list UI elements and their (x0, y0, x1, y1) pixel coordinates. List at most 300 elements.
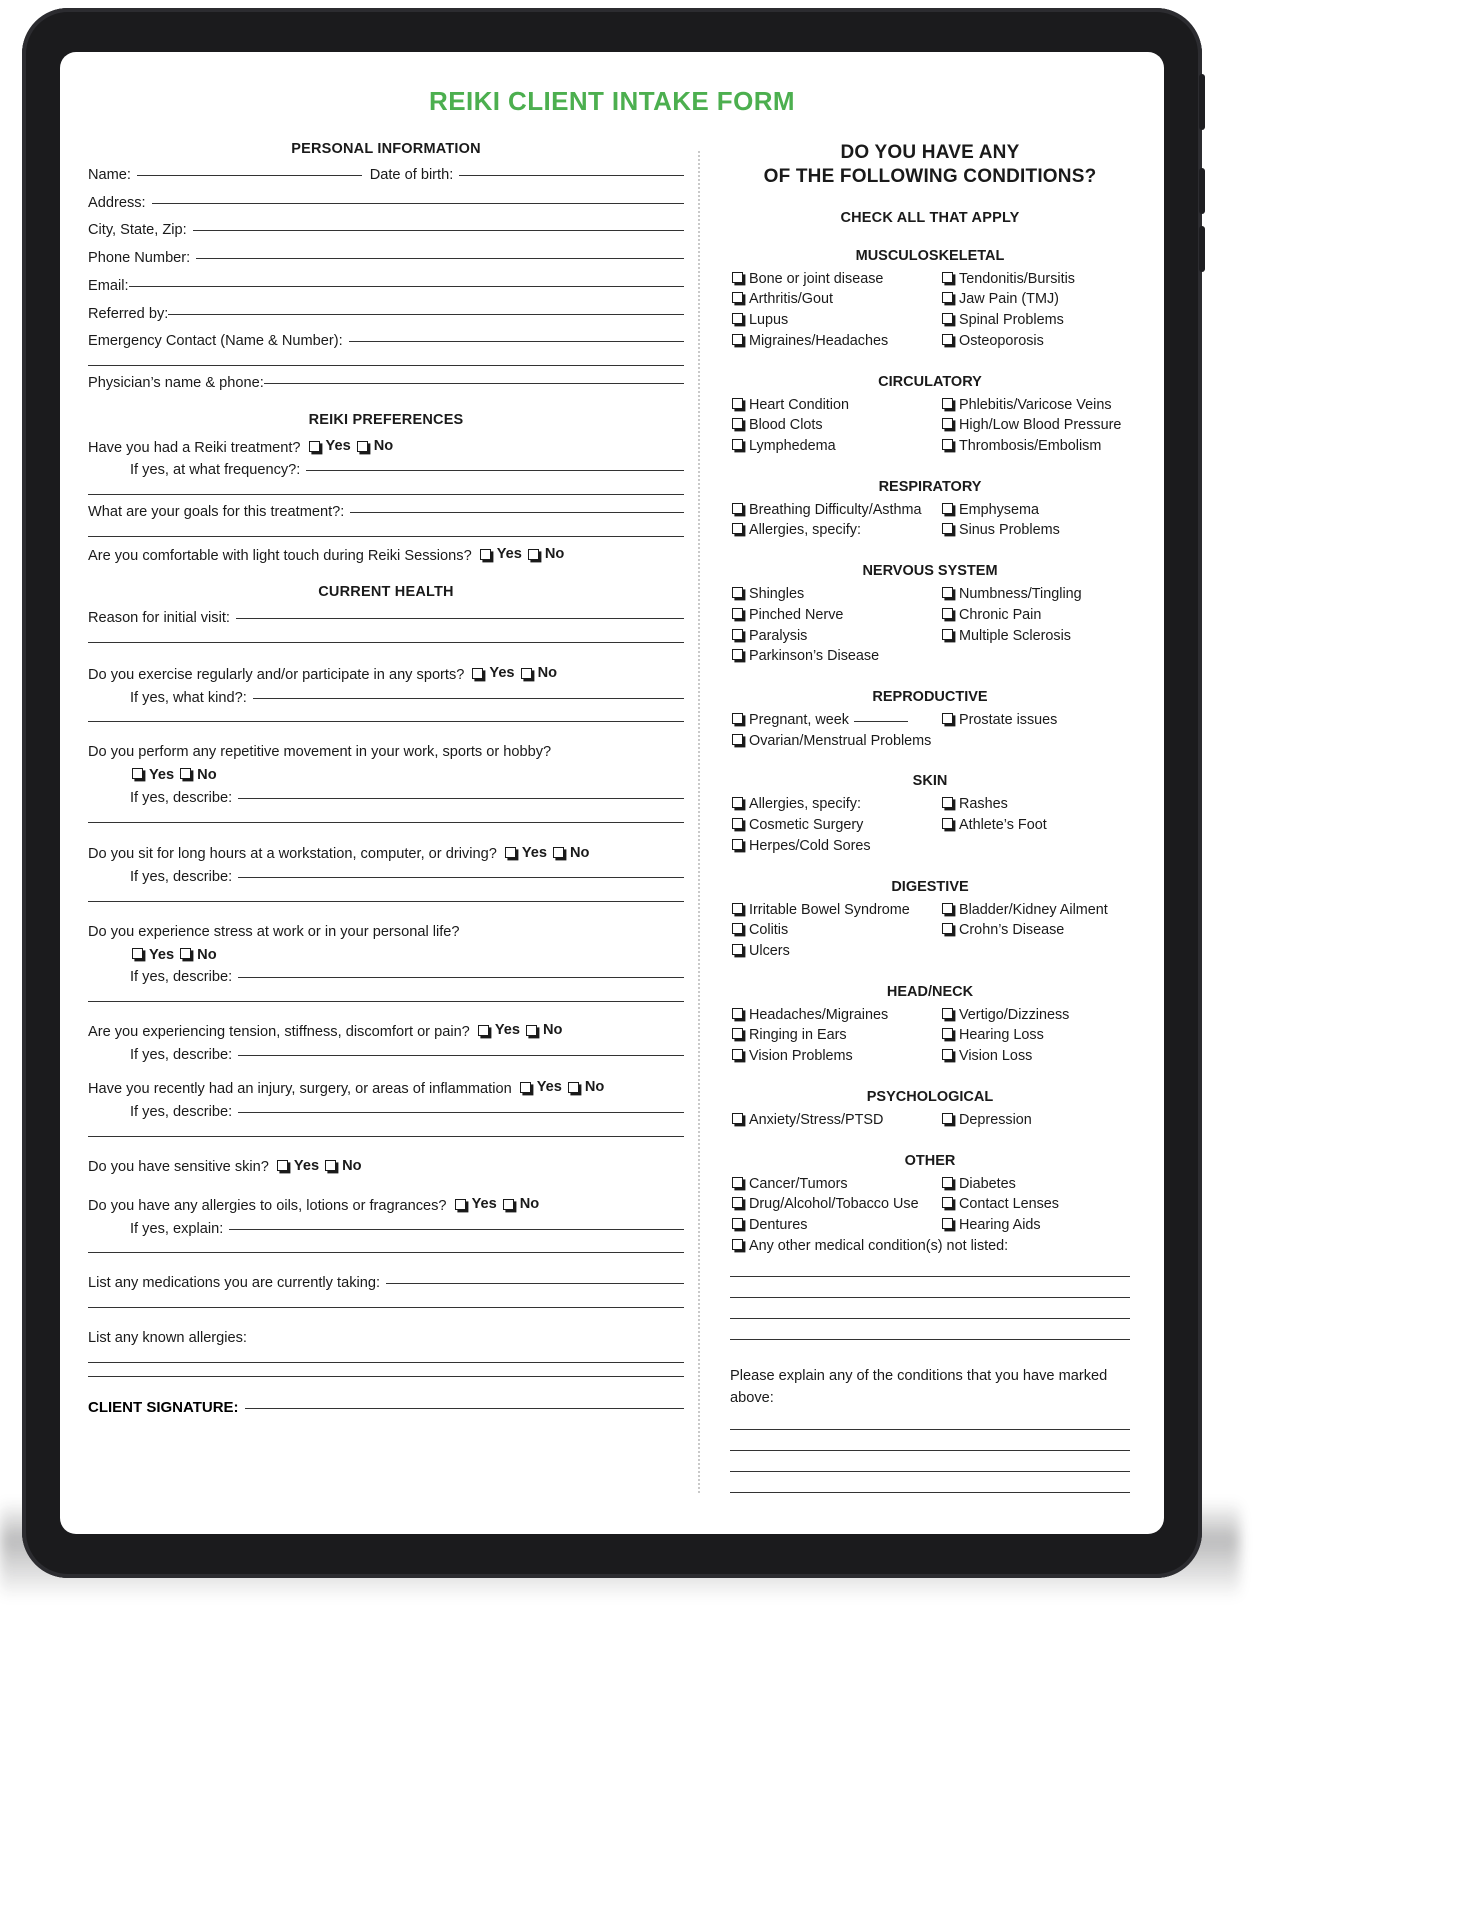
condition-item-vision-loss[interactable] (940, 1046, 1130, 1067)
condition-item-paralysis[interactable] (730, 626, 936, 647)
condition-item-tendonitis-bursitis[interactable] (940, 269, 1130, 290)
conditions-group-heading-circulatory: CIRCULATORY (878, 373, 982, 390)
condition-item-parkinson-s-disease[interactable] (730, 646, 936, 667)
condition-label: Bladder/Kidney Ailment (959, 901, 1108, 918)
checkbox-icon[interactable] (732, 608, 743, 619)
condition-item-allergies-specify[interactable] (730, 794, 936, 815)
condition-label: Prostate issues (959, 711, 1058, 728)
input-emergency-contact[interactable] (349, 341, 684, 342)
label-no: No (584, 1079, 605, 1096)
conditions-subtitle: CHECK ALL THAT APPLY (840, 209, 1020, 226)
checkbox-icon-no[interactable] (503, 1199, 514, 1210)
input-stress-describe[interactable] (238, 977, 684, 978)
question-repetitive-movement (88, 742, 684, 763)
condition-item-phlebitis-varicose-veins[interactable] (940, 395, 1130, 416)
label-no: No (197, 767, 217, 784)
condition-item-jaw-pain-tmj[interactable] (940, 289, 1130, 310)
condition-item-blood-clots[interactable] (730, 415, 936, 436)
condition-item-anxiety-stress-ptsd[interactable] (730, 1110, 936, 1131)
conditions-group-head-neck (730, 1005, 1130, 1067)
conditions-group-other (730, 1174, 1130, 1257)
condition-label: Any other medical condition(s) not listed: (749, 1237, 1009, 1254)
checkbox-icon[interactable] (942, 1197, 953, 1208)
condition-label: Spinal Problems (959, 312, 1064, 329)
input-explain-line-4[interactable] (730, 1492, 1130, 1493)
checkbox-icon[interactable] (732, 1028, 743, 1039)
condition-label: Vision Loss (959, 1048, 1033, 1065)
condition-item-bone-or-joint-disease[interactable] (730, 269, 936, 290)
condition-item-colitis[interactable] (730, 920, 936, 941)
checkbox-icon[interactable] (942, 523, 953, 534)
input-treatment-goals[interactable] (350, 512, 684, 513)
condition-item-thrombosis-embolism[interactable] (940, 436, 1130, 457)
input-address[interactable] (152, 203, 684, 204)
label-no: No (342, 1157, 362, 1174)
checkbox-icon[interactable] (732, 1177, 743, 1188)
field-row-physician (88, 373, 684, 394)
checkbox-icon[interactable] (732, 292, 743, 303)
condition-item-shingles[interactable] (730, 584, 936, 605)
condition-label: Vision Problems (749, 1048, 853, 1065)
conditions-group-heading-musculoskeletal: MUSCULOSKELETAL (855, 247, 1005, 264)
checkbox-icon[interactable] (732, 944, 743, 955)
label-known-allergies: List any known allergies: (88, 1330, 247, 1347)
condition-item-high-low-blood-pressure[interactable] (940, 415, 1130, 436)
checkbox-icon[interactable] (732, 587, 743, 598)
input-treatment-goals-line2[interactable] (88, 536, 684, 537)
input-referred-by[interactable] (168, 314, 684, 315)
input-tension-describe[interactable] (238, 1055, 684, 1056)
conditions-group-skin (730, 794, 1130, 856)
checkbox-icon[interactable] (942, 587, 953, 598)
checkbox-icon[interactable] (732, 713, 743, 724)
input-repetitive-describe-line2[interactable] (88, 822, 684, 823)
label-injury-describe: If yes, describe: (130, 1103, 233, 1120)
condition-item-ulcers[interactable] (730, 941, 936, 962)
label-yes: Yes (489, 665, 515, 682)
yesno-stress (88, 945, 684, 966)
spacer (940, 941, 1130, 962)
checkbox-icon[interactable] (732, 903, 743, 914)
other-conditions-lines (730, 1276, 1130, 1340)
condition-label: Anxiety/Stress/PTSD (749, 1111, 884, 1128)
condition-label: Bone or joint disease (749, 270, 884, 287)
input-known-allergies-line1[interactable] (88, 1362, 684, 1363)
yesno-sensitive-skin (275, 1156, 366, 1177)
checkbox-icon[interactable] (942, 1049, 953, 1060)
condition-label: Herpes/Cold Sores (749, 837, 871, 854)
checkbox-icon[interactable] (732, 839, 743, 850)
question-sitting-describe (88, 867, 684, 888)
condition-label: Paralysis (749, 627, 808, 644)
checkbox-icon-yes[interactable] (132, 768, 143, 779)
condition-item-vertigo-dizziness[interactable] (940, 1005, 1130, 1026)
checkbox-icon-yes[interactable] (480, 549, 491, 560)
page-title: REIKI CLIENT INTAKE FORM (429, 86, 795, 116)
condition-label: High/Low Blood Pressure (959, 417, 1122, 434)
condition-label: Depression (959, 1111, 1032, 1128)
condition-label: Contact Lenses (959, 1196, 1059, 1213)
tablet-screen (60, 52, 1164, 1534)
input-known-allergies-line2[interactable] (88, 1376, 684, 1377)
checkbox-icon[interactable] (942, 1028, 953, 1039)
condition-item-any-other-medical-condition-s-not-listed[interactable] (730, 1236, 1130, 1257)
condition-label: Allergies, specify: (749, 522, 861, 539)
checkbox-icon-yes[interactable] (309, 441, 320, 452)
conditions-title (730, 141, 1130, 190)
label-no: No (519, 1196, 540, 1213)
condition-label: Blood Clots (749, 417, 823, 434)
input-explain-line-3[interactable] (730, 1471, 1130, 1472)
checkbox-icon-no[interactable] (568, 1082, 579, 1093)
volume-down-button[interactable] (1199, 226, 1205, 272)
input-sitting-describe-line2[interactable] (88, 901, 684, 902)
yesno-allergies-oils (453, 1194, 544, 1215)
question-reason-for-visit (88, 608, 684, 629)
label-no: No (570, 844, 590, 861)
label-allergies-oils: Do you have any allergies to oils, lotions or fragrances? (88, 1198, 447, 1214)
condition-label: Irritable Bowel Syndrome (749, 901, 910, 918)
checkbox-icon-no[interactable] (526, 1025, 537, 1036)
input-explain-line-1[interactable] (730, 1429, 1130, 1430)
condition-item-rashes[interactable] (940, 794, 1130, 815)
condition-item-breathing-difficulty-asthma[interactable] (730, 500, 936, 521)
question-light-touch (88, 544, 684, 567)
condition-item-contact-lenses[interactable] (940, 1194, 1130, 1215)
checkbox-icon[interactable] (942, 398, 953, 409)
checkbox-icon[interactable] (942, 1218, 953, 1229)
label-sitting-describe: If yes, describe: (130, 869, 233, 886)
label-tension-pain: Are you experiencing tension, stiffness, discomfort or pain? (88, 1023, 470, 1040)
input-medications-line2[interactable] (88, 1307, 684, 1308)
checkbox-icon[interactable] (942, 313, 953, 324)
field-row-address (88, 193, 684, 214)
condition-label: Dentures (749, 1217, 808, 1234)
checkbox-icon[interactable] (732, 334, 743, 345)
checkbox-icon[interactable] (732, 523, 743, 534)
label-yes: Yes (149, 767, 175, 784)
checkbox-icon[interactable] (942, 272, 953, 283)
label-repetitive-movement: Do you perform any repetitive movement in your work, sports or hobby? (88, 744, 552, 761)
checkbox-icon-no[interactable] (180, 768, 191, 779)
field-row-referred-by (88, 304, 684, 325)
label-no: No (373, 437, 394, 454)
condition-item-hearing-aids[interactable] (940, 1215, 1130, 1236)
question-medications (88, 1273, 684, 1294)
condition-item-pinched-nerve[interactable] (730, 605, 936, 626)
label-referred-by: Referred by: (88, 305, 169, 322)
checkbox-icon[interactable] (942, 1113, 953, 1124)
field-row-email (88, 276, 684, 297)
checkbox-icon[interactable] (732, 1008, 743, 1019)
condition-label: Thrombosis/Embolism (959, 437, 1102, 454)
condition-label: Diabetes (959, 1175, 1016, 1192)
condition-item-cancer-tumors[interactable] (730, 1174, 936, 1195)
condition-label: Parkinson’s Disease (749, 648, 880, 665)
checkbox-icon-no[interactable] (553, 847, 564, 858)
condition-item-vision-problems[interactable] (730, 1046, 936, 1067)
power-button[interactable] (1199, 74, 1205, 130)
checkbox-icon-yes[interactable] (277, 1160, 288, 1171)
checkbox-icon[interactable] (732, 398, 743, 409)
condition-label: Shingles (749, 586, 805, 603)
label-stress: Do you experience stress at work or in your personal life? (88, 923, 460, 940)
label-no: No (197, 946, 217, 963)
checkbox-icon[interactable] (732, 1049, 743, 1060)
checkbox-icon[interactable] (942, 292, 953, 303)
question-repetitive-describe (88, 788, 684, 809)
intake-form-page (60, 52, 1164, 1534)
condition-label: Vertigo/Dizziness (959, 1006, 1070, 1023)
label-name: Name: (88, 167, 131, 183)
checkbox-icon[interactable] (732, 503, 743, 514)
input-pregnant-week[interactable] (854, 721, 908, 722)
condition-label: Hearing Loss (959, 1027, 1044, 1044)
input-physician-name-phone[interactable] (264, 383, 684, 384)
section-heading-personal-information: PERSONAL INFORMATION (291, 141, 481, 157)
field-row-emergency-contact (88, 331, 684, 352)
input-explain-line-2[interactable] (730, 1450, 1130, 1451)
condition-item-numbness-tingling[interactable] (940, 584, 1130, 605)
yesno-had-reiki-treatment (307, 436, 398, 457)
condition-label: Pinched Nerve (749, 606, 844, 623)
yesno-exercise (470, 663, 561, 684)
checkbox-icon[interactable] (732, 1197, 743, 1208)
condition-item-arthritis-gout[interactable] (730, 289, 936, 310)
conditions-group-heading-head-neck: HEAD/NECK (886, 983, 974, 1000)
question-tension-describe (88, 1045, 684, 1066)
input-other-condition-line-1[interactable] (730, 1276, 1130, 1277)
checkbox-icon[interactable] (732, 418, 743, 429)
condition-item-bladder-kidney-ailment[interactable] (940, 900, 1130, 921)
condition-item-depression[interactable] (940, 1110, 1130, 1131)
label-treatment-frequency: If yes, at what frequency?: (130, 462, 301, 479)
checkbox-icon[interactable] (942, 503, 953, 514)
label-yes: Yes (521, 844, 547, 861)
condition-label: Cancer/Tumors (749, 1175, 848, 1192)
label-exercise: Do you exercise regularly and/or participate in any sports? (88, 666, 465, 683)
checkbox-icon[interactable] (732, 797, 743, 808)
checkbox-icon[interactable] (732, 923, 743, 934)
checkbox-icon[interactable] (732, 439, 743, 450)
input-phone-number[interactable] (196, 258, 684, 259)
question-allergies-oils (88, 1194, 684, 1217)
label-yes: Yes (496, 545, 522, 562)
checkbox-icon[interactable] (732, 313, 743, 324)
volume-up-button[interactable] (1199, 168, 1205, 214)
condition-item-emphysema[interactable] (940, 500, 1130, 521)
condition-label: Sinus Problems (959, 522, 1060, 539)
condition-label: Multiple Sclerosis (959, 627, 1071, 644)
question-stress (88, 922, 684, 943)
checkbox-icon-no[interactable] (325, 1160, 336, 1171)
conditions-group-respiratory (730, 500, 1130, 541)
explain-conditions-lines (730, 1429, 1130, 1493)
conditions-group-heading-psychological: PSYCHOLOGICAL (866, 1088, 994, 1105)
field-row-city-state-zip (88, 220, 684, 241)
input-injury-describe[interactable] (238, 1112, 684, 1113)
condition-item-ovarian-menstrual-problems[interactable] (730, 731, 936, 752)
input-allergies-explain[interactable] (229, 1229, 684, 1230)
left-column (88, 141, 698, 1416)
input-emergency-contact-line2[interactable] (88, 365, 684, 366)
condition-item-headaches-migraines[interactable] (730, 1005, 936, 1026)
checkbox-icon-yes[interactable] (455, 1199, 466, 1210)
question-treatment-frequency (88, 460, 684, 481)
conditions-group-heading-nervous-system: NERVOUS SYSTEM (862, 563, 998, 580)
checkbox-icon-no[interactable] (521, 668, 532, 679)
checkbox-icon[interactable] (942, 629, 953, 640)
checkbox-icon[interactable] (942, 797, 953, 808)
checkbox-icon[interactable] (942, 334, 953, 345)
yesno-light-touch (478, 544, 569, 565)
checkbox-icon-yes[interactable] (472, 668, 483, 679)
checkbox-icon[interactable] (942, 608, 953, 619)
input-reason-for-visit-line2[interactable] (88, 642, 684, 643)
condition-item-heart-condition[interactable] (730, 395, 936, 416)
checkbox-icon-no[interactable] (180, 948, 191, 959)
condition-item-athlete-s-foot[interactable] (940, 815, 1130, 836)
condition-item-ringing-in-ears[interactable] (730, 1025, 936, 1046)
checkbox-icon[interactable] (942, 439, 953, 450)
condition-label: Rashes (959, 796, 1008, 813)
condition-item-multiple-sclerosis[interactable] (940, 626, 1130, 647)
label-repetitive-describe: If yes, describe: (130, 789, 233, 806)
checkbox-icon[interactable] (732, 272, 743, 283)
label-date-of-birth: Date of birth: (369, 167, 454, 183)
checkbox-icon[interactable] (942, 1008, 953, 1019)
input-sitting-describe[interactable] (238, 877, 684, 878)
condition-label: Arthritis/Gout (749, 291, 833, 308)
condition-label: Colitis (749, 922, 789, 939)
checkbox-icon[interactable] (942, 1177, 953, 1188)
input-other-condition-line-2[interactable] (730, 1297, 1130, 1298)
checkbox-icon[interactable] (732, 734, 743, 745)
input-name[interactable] (137, 175, 362, 176)
condition-item-allergies-specify[interactable] (730, 520, 936, 541)
input-exercise-kind[interactable] (253, 698, 684, 699)
condition-label: Cosmetic Surgery (749, 817, 864, 834)
condition-item-osteoporosis[interactable] (940, 331, 1130, 352)
yesno-recent-injury (518, 1077, 609, 1098)
checkbox-icon-no[interactable] (528, 549, 539, 560)
conditions-groups (730, 248, 1130, 1257)
checkbox-icon[interactable] (732, 1113, 743, 1124)
condition-item-irritable-bowel-syndrome[interactable] (730, 900, 936, 921)
conditions-title-line2: OF THE FOLLOWING CONDITIONS? (763, 166, 1097, 188)
checkbox-icon[interactable] (942, 923, 953, 934)
input-other-condition-line-4[interactable] (730, 1339, 1130, 1340)
condition-item-pregnant-week[interactable] (730, 710, 936, 731)
condition-item-spinal-problems[interactable] (940, 310, 1130, 331)
condition-item-lupus[interactable] (730, 310, 936, 331)
section-heading-current-health: CURRENT HEALTH (318, 584, 454, 601)
condition-label: Crohn’s Disease (959, 922, 1065, 939)
label-stress-describe: If yes, describe: (130, 969, 233, 986)
input-reason-for-visit[interactable] (236, 618, 684, 619)
input-repetitive-describe[interactable] (238, 798, 684, 799)
input-exercise-kind-line2[interactable] (88, 721, 684, 722)
input-medications[interactable] (386, 1283, 684, 1284)
conditions-group-heading-other: OTHER (904, 1152, 956, 1169)
checkbox-icon[interactable] (942, 903, 953, 914)
checkbox-icon[interactable] (732, 818, 743, 829)
spacer (940, 646, 1130, 667)
checkbox-icon[interactable] (732, 1239, 743, 1250)
condition-item-lymphedema[interactable] (730, 436, 936, 457)
condition-label: Chronic Pain (959, 606, 1042, 623)
input-other-condition-line-3[interactable] (730, 1318, 1130, 1319)
condition-item-hearing-loss[interactable] (940, 1025, 1130, 1046)
condition-label: Breathing Difficulty/Asthma (749, 501, 922, 518)
checkbox-icon[interactable] (942, 818, 953, 829)
checkbox-icon-yes[interactable] (478, 1025, 489, 1036)
checkbox-icon[interactable] (942, 418, 953, 429)
label-address: Address: (88, 194, 146, 211)
field-row-name-dob (88, 165, 684, 186)
conditions-group-digestive (730, 900, 1130, 962)
condition-label: Headaches/Migraines (749, 1006, 889, 1023)
input-treatment-frequency[interactable] (306, 470, 684, 471)
label-had-reiki-treatment: Have you had a Reiki treatment? (88, 439, 301, 456)
input-stress-describe-line2[interactable] (88, 1001, 684, 1002)
condition-label: Ringing in Ears (749, 1027, 847, 1044)
condition-label: Phlebitis/Varicose Veins (959, 396, 1112, 413)
condition-label: Allergies, specify: (749, 796, 861, 813)
checkbox-icon-yes[interactable] (132, 948, 143, 959)
checkbox-icon-yes[interactable] (505, 847, 516, 858)
input-client-signature[interactable] (245, 1408, 684, 1409)
question-had-reiki-treatment (88, 436, 684, 459)
checkbox-icon[interactable] (732, 629, 743, 640)
label-phone-number: Phone Number: (88, 250, 191, 267)
input-email[interactable] (129, 286, 684, 287)
checkbox-icon-yes[interactable] (520, 1082, 531, 1093)
checkbox-icon[interactable] (732, 1218, 743, 1229)
input-date-of-birth[interactable] (459, 175, 684, 176)
condition-item-sinus-problems[interactable] (940, 520, 1130, 541)
condition-item-prostate-issues[interactable] (940, 710, 1130, 731)
conditions-title-line1: DO YOU HAVE ANY (840, 142, 1020, 163)
condition-item-diabetes[interactable] (940, 1174, 1130, 1195)
input-allergies-explain-line2[interactable] (88, 1252, 684, 1253)
condition-item-drug-alcohol-tobacco-use[interactable] (730, 1194, 936, 1215)
condition-item-dentures[interactable] (730, 1215, 936, 1236)
yesno-tension-pain (476, 1020, 567, 1041)
input-city-state-zip[interactable] (193, 230, 684, 231)
input-treatment-frequency-line2[interactable] (88, 494, 684, 495)
condition-item-chronic-pain[interactable] (940, 605, 1130, 626)
condition-item-migraines-headaches[interactable] (730, 331, 936, 352)
checkbox-icon-no[interactable] (357, 441, 368, 452)
label-no: No (537, 665, 558, 682)
label-yes: Yes (149, 946, 175, 963)
condition-label: Emphysema (959, 501, 1039, 518)
condition-item-herpes-cold-sores[interactable] (730, 836, 936, 857)
condition-item-cosmetic-surgery[interactable] (730, 815, 936, 836)
label-light-touch: Are you comfortable with light touch during Reiki Sessions? (88, 547, 472, 564)
question-known-allergies (88, 1328, 684, 1349)
checkbox-icon[interactable] (942, 713, 953, 724)
checkbox-icon[interactable] (732, 649, 743, 660)
label-no: No (544, 545, 565, 562)
input-injury-describe-line2[interactable] (88, 1136, 684, 1137)
signature-row (88, 1399, 684, 1416)
condition-item-crohn-s-disease[interactable] (940, 920, 1130, 941)
question-exercise (88, 663, 684, 686)
condition-label: Pregnant, week (749, 711, 849, 728)
condition-label: Ovarian/Menstrual Problems (749, 732, 932, 749)
